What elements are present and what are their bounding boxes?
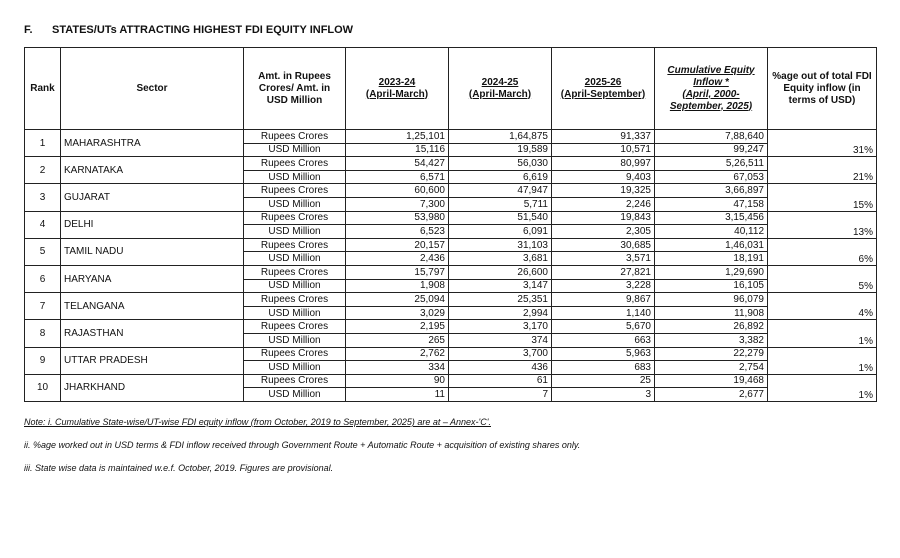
usd-value-cell: 3,029 [346, 306, 449, 320]
section-letter: F. [24, 24, 33, 36]
usd-value-cell: 6,619 [449, 170, 552, 184]
inr-value-cell: 1,64,875 [449, 130, 552, 144]
usd-value-cell: 3,681 [449, 252, 552, 266]
usd-value-cell: 16,105 [655, 279, 768, 293]
inr-value-cell: 56,030 [449, 157, 552, 171]
header-cumulative [655, 48, 768, 130]
inr-value-cell: 3,170 [449, 320, 552, 334]
usd-value-cell: 67,053 [655, 170, 768, 184]
header-rank: Rank [25, 48, 61, 130]
percentage-cell: 1% [768, 320, 877, 347]
percentage-cell: 6% [768, 238, 877, 265]
rank-cell: 3 [25, 184, 61, 211]
rank-cell: 1 [25, 130, 61, 157]
usd-value-cell: 3 [552, 388, 655, 402]
unit-inr-cell: Rupees Crores [244, 211, 346, 225]
section-title: STATES/UTs ATTRACTING HIGHEST FDI EQUITY INFLOW [52, 24, 354, 36]
inr-value-cell: 7,88,640 [655, 130, 768, 144]
inr-value-cell: 26,600 [449, 265, 552, 279]
usd-value-cell: 334 [346, 361, 449, 375]
inr-value-cell: 3,66,897 [655, 184, 768, 198]
inr-value-cell: 27,821 [552, 265, 655, 279]
inr-value-cell: 25,094 [346, 293, 449, 307]
rank-cell: 10 [25, 374, 61, 401]
table-row [25, 347, 877, 361]
unit-usd-cell: USD Million [244, 279, 346, 293]
header-fy-2023-24 [346, 48, 449, 130]
inr-value-cell: 80,997 [552, 157, 655, 171]
usd-value-cell: 19,589 [449, 143, 552, 157]
unit-usd-cell: USD Million [244, 252, 346, 266]
header-sector: Sector [61, 48, 244, 130]
percentage-cell: 5% [768, 265, 877, 292]
table-row [25, 374, 877, 388]
inr-value-cell: 31,103 [449, 238, 552, 252]
table-row [25, 211, 877, 225]
header-cum-title: Cumulative Equity Inflow * [667, 64, 755, 88]
header-cum-period: (April, 2000- September, 2025) [669, 88, 753, 112]
inr-value-cell: 2,195 [346, 320, 449, 334]
usd-value-cell: 265 [346, 333, 449, 347]
unit-inr-cell: Rupees Crores [244, 184, 346, 198]
usd-value-cell: 40,112 [655, 225, 768, 239]
header-fy2-period: (April-March) [468, 88, 532, 100]
header-percentage: %age out of total FDI Equity inflow (in terms of USD) [768, 48, 877, 130]
inr-value-cell: 3,700 [449, 347, 552, 361]
unit-usd-cell: USD Million [244, 388, 346, 402]
table-row [25, 184, 877, 198]
inr-value-cell: 19,325 [552, 184, 655, 198]
usd-value-cell: 2,994 [449, 306, 552, 320]
usd-value-cell: 7 [449, 388, 552, 402]
inr-value-cell: 90 [346, 374, 449, 388]
table-row [25, 157, 877, 171]
rank-cell: 4 [25, 211, 61, 238]
unit-inr-cell: Rupees Crores [244, 265, 346, 279]
unit-usd-cell: USD Million [244, 170, 346, 184]
fdi-states-table [24, 47, 877, 402]
state-cell: GUJARAT [61, 184, 244, 211]
usd-value-cell: 2,436 [346, 252, 449, 266]
inr-value-cell: 5,670 [552, 320, 655, 334]
usd-value-cell: 1,908 [346, 279, 449, 293]
percentage-cell: 1% [768, 347, 877, 374]
unit-usd-cell: USD Million [244, 333, 346, 347]
footnote-3: iii. State wise data is maintained w.e.f. October, 2019. Figures are provisional. [24, 463, 334, 473]
header-fy-2024-25 [449, 48, 552, 130]
inr-value-cell: 26,892 [655, 320, 768, 334]
header-fy3-period: (April-September) [560, 88, 646, 100]
inr-value-cell: 5,26,511 [655, 157, 768, 171]
inr-value-cell: 3,15,456 [655, 211, 768, 225]
usd-value-cell: 9,403 [552, 170, 655, 184]
rank-cell: 7 [25, 293, 61, 320]
unit-usd-cell: USD Million [244, 225, 346, 239]
inr-value-cell: 19,843 [552, 211, 655, 225]
usd-value-cell: 436 [449, 361, 552, 375]
usd-value-cell: 18,191 [655, 252, 768, 266]
inr-value-cell: 61 [449, 374, 552, 388]
state-cell: JHARKHAND [61, 374, 244, 401]
percentage-cell: 31% [768, 130, 877, 157]
usd-value-cell: 15,116 [346, 143, 449, 157]
state-cell: RAJASTHAN [61, 320, 244, 347]
usd-value-cell: 99,247 [655, 143, 768, 157]
usd-value-cell: 11,908 [655, 306, 768, 320]
usd-value-cell: 3,228 [552, 279, 655, 293]
unit-inr-cell: Rupees Crores [244, 238, 346, 252]
header-fy1-year: 2023-24 [378, 76, 416, 88]
state-cell: UTTAR PRADESH [61, 347, 244, 374]
table-row [25, 293, 877, 307]
usd-value-cell: 5,711 [449, 197, 552, 211]
header-fy1-period: (April-March) [365, 88, 429, 100]
unit-inr-cell: Rupees Crores [244, 347, 346, 361]
footnote-1: Note: i. Cumulative State-wise/UT-wise FDI equity inflow (from October, 2019 to September, 2025) are at – Annex-'C'. [24, 417, 491, 427]
inr-value-cell: 51,540 [449, 211, 552, 225]
usd-value-cell: 6,091 [449, 225, 552, 239]
header-amount: Amt. in Rupees Crores/ Amt. in USD Million [244, 48, 346, 130]
inr-value-cell: 2,762 [346, 347, 449, 361]
usd-value-cell: 3,147 [449, 279, 552, 293]
inr-value-cell: 1,46,031 [655, 238, 768, 252]
inr-value-cell: 60,600 [346, 184, 449, 198]
percentage-cell: 13% [768, 211, 877, 238]
percentage-cell: 4% [768, 293, 877, 320]
usd-value-cell: 3,382 [655, 333, 768, 347]
usd-value-cell: 47,158 [655, 197, 768, 211]
footnotes [24, 416, 580, 475]
inr-value-cell: 30,685 [552, 238, 655, 252]
inr-value-cell: 15,797 [346, 265, 449, 279]
usd-value-cell: 11 [346, 388, 449, 402]
usd-value-cell: 1,140 [552, 306, 655, 320]
inr-value-cell: 1,25,101 [346, 130, 449, 144]
rank-cell: 6 [25, 265, 61, 292]
unit-usd-cell: USD Million [244, 306, 346, 320]
inr-value-cell: 25,351 [449, 293, 552, 307]
percentage-cell: 21% [768, 157, 877, 184]
inr-value-cell: 25 [552, 374, 655, 388]
usd-value-cell: 6,571 [346, 170, 449, 184]
usd-value-cell: 683 [552, 361, 655, 375]
table-row [25, 320, 877, 334]
state-cell: DELHI [61, 211, 244, 238]
usd-value-cell: 2,677 [655, 388, 768, 402]
usd-value-cell: 663 [552, 333, 655, 347]
usd-value-cell: 6,523 [346, 225, 449, 239]
inr-value-cell: 53,980 [346, 211, 449, 225]
inr-value-cell: 9,867 [552, 293, 655, 307]
inr-value-cell: 20,157 [346, 238, 449, 252]
rank-cell: 8 [25, 320, 61, 347]
unit-usd-cell: USD Million [244, 143, 346, 157]
unit-usd-cell: USD Million [244, 197, 346, 211]
inr-value-cell: 91,337 [552, 130, 655, 144]
state-cell: TELANGANA [61, 293, 244, 320]
table-row [25, 130, 877, 144]
state-cell: HARYANA [61, 265, 244, 292]
unit-inr-cell: Rupees Crores [244, 293, 346, 307]
usd-value-cell: 2,305 [552, 225, 655, 239]
table-row [25, 238, 877, 252]
usd-value-cell: 2,754 [655, 361, 768, 375]
state-cell: TAMIL NADU [61, 238, 244, 265]
state-cell: MAHARASHTRA [61, 130, 244, 157]
usd-value-cell: 7,300 [346, 197, 449, 211]
header-fy-2025-26 [552, 48, 655, 130]
inr-value-cell: 19,468 [655, 374, 768, 388]
footnote-2: ii. %age worked out in USD terms & FDI inflow received through Government Route + Automatic Route + acquisition of existing shares only. [24, 440, 581, 450]
table-header-row [25, 48, 877, 130]
unit-inr-cell: Rupees Crores [244, 374, 346, 388]
unit-usd-cell: USD Million [244, 361, 346, 375]
header-fy3-year: 2025-26 [584, 76, 622, 88]
header-fy2-year: 2024-25 [481, 76, 519, 88]
rank-cell: 5 [25, 238, 61, 265]
inr-value-cell: 5,963 [552, 347, 655, 361]
usd-value-cell: 3,571 [552, 252, 655, 266]
table-row [25, 265, 877, 279]
percentage-cell: 1% [768, 374, 877, 401]
rank-cell: 9 [25, 347, 61, 374]
state-cell: KARNATAKA [61, 157, 244, 184]
rank-cell: 2 [25, 157, 61, 184]
inr-value-cell: 96,079 [655, 293, 768, 307]
table-body [25, 130, 877, 402]
inr-value-cell: 1,29,690 [655, 265, 768, 279]
inr-value-cell: 54,427 [346, 157, 449, 171]
unit-inr-cell: Rupees Crores [244, 157, 346, 171]
usd-value-cell: 10,571 [552, 143, 655, 157]
unit-inr-cell: Rupees Crores [244, 130, 346, 144]
unit-inr-cell: Rupees Crores [244, 320, 346, 334]
section-heading [24, 24, 353, 36]
percentage-cell: 15% [768, 184, 877, 211]
usd-value-cell: 2,246 [552, 197, 655, 211]
inr-value-cell: 47,947 [449, 184, 552, 198]
usd-value-cell: 374 [449, 333, 552, 347]
inr-value-cell: 22,279 [655, 347, 768, 361]
